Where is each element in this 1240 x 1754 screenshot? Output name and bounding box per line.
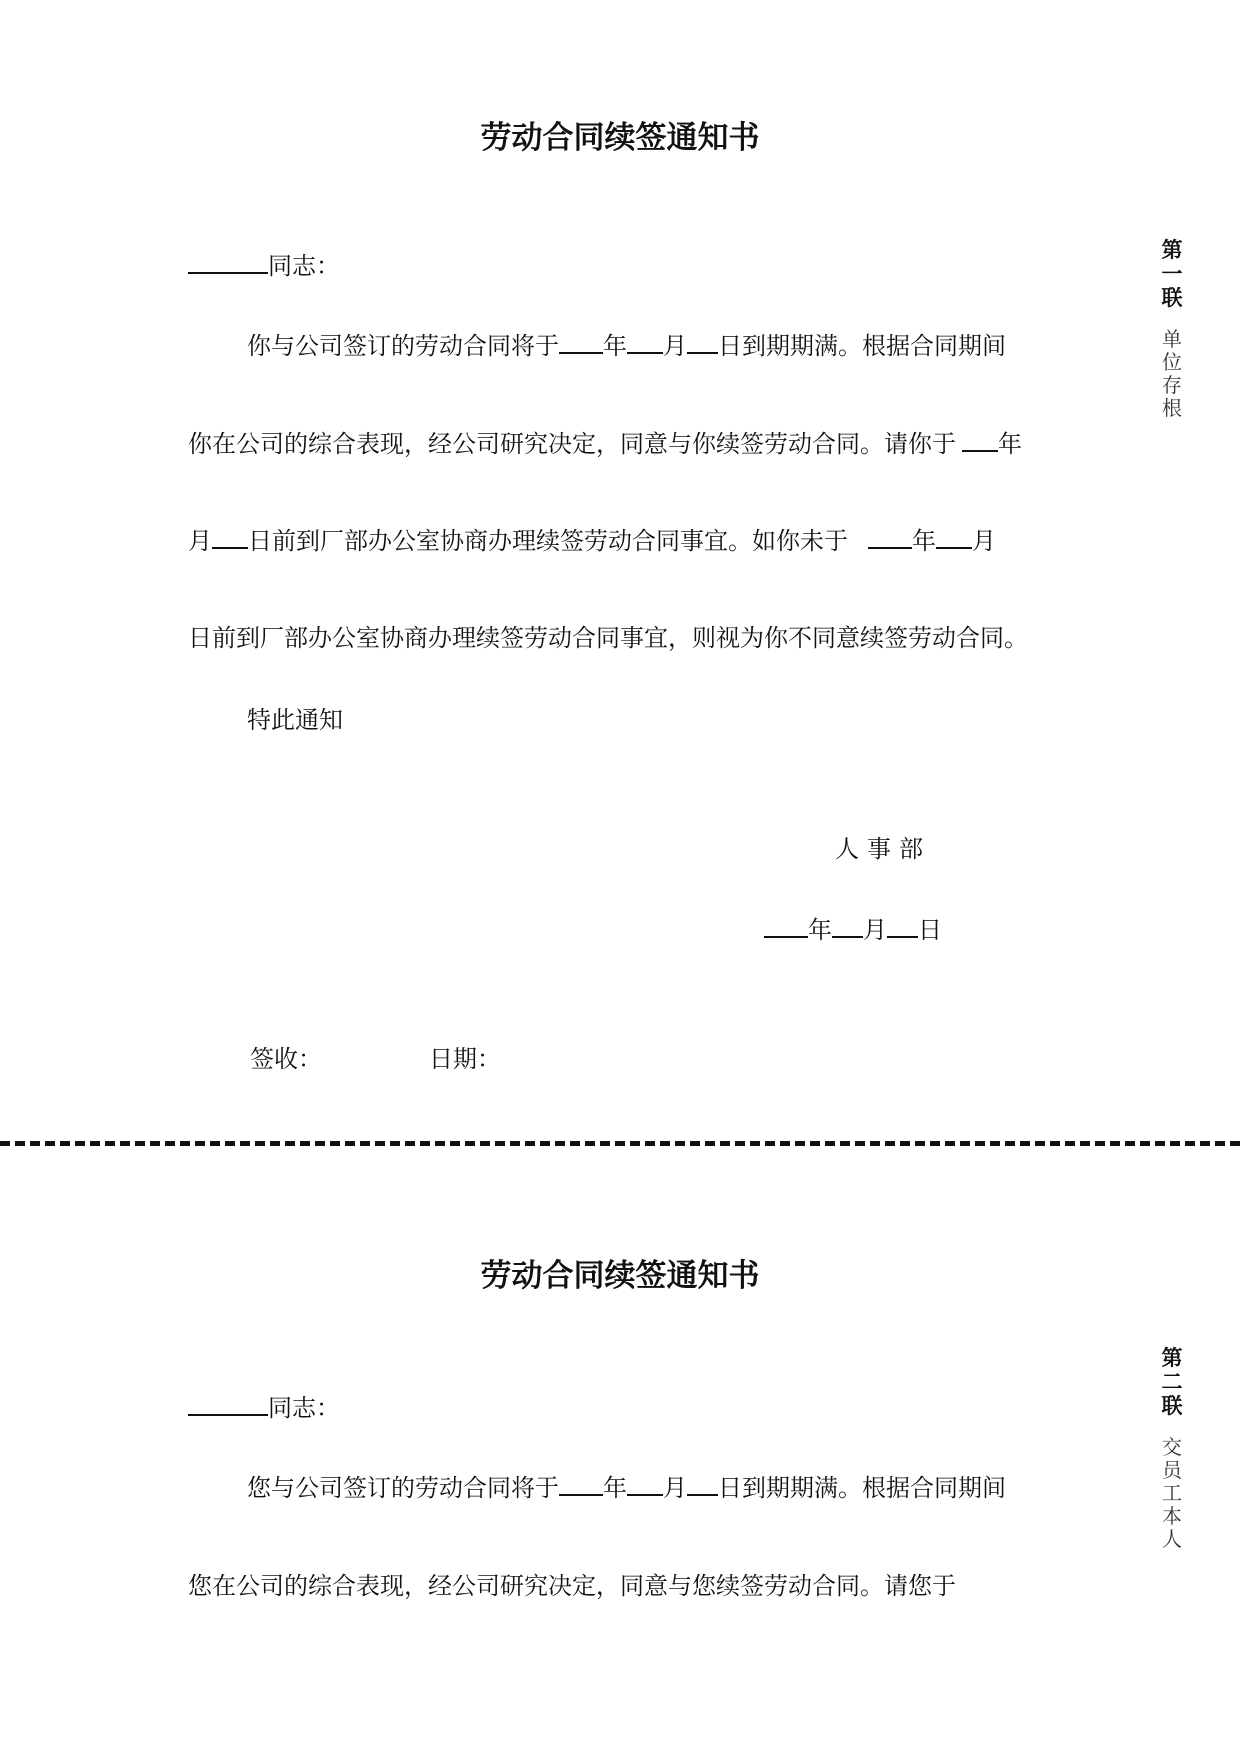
paragraph-line-1: 您与公司签订的劳动合同将于 年 月 日到期期满。根据合同期间	[247, 1468, 1006, 1503]
year-blank	[559, 1469, 603, 1496]
notice-title-1: 劳动合同续签通知书	[480, 120, 760, 156]
day-blank	[687, 1469, 718, 1496]
signature-date: 年 月 日	[764, 910, 942, 945]
closing-text: 特此通知	[247, 706, 343, 734]
day-blank	[887, 911, 918, 938]
year-blank	[764, 911, 808, 938]
salutation-1: 同志：	[188, 246, 340, 281]
year-blank	[868, 522, 912, 549]
month-blank	[627, 1469, 663, 1496]
paragraph-line-2: 您在公司的综合表现，经公司研究决定，同意与您续签劳动合同。请您于	[188, 1572, 956, 1600]
copy-label-1: 第 一 联 单 位 存 根	[1161, 237, 1183, 421]
paragraph-line-2: 你在公司的综合表现，经公司研究决定，同意与你续签劳动合同。请你于 年	[188, 424, 1022, 459]
year-blank	[962, 425, 998, 452]
month-blank	[936, 522, 972, 549]
month-blank	[832, 911, 863, 938]
month-blank	[627, 327, 663, 354]
copy-label-2: 第 二 联 交 员 工 本 人	[1161, 1345, 1183, 1552]
day-blank	[212, 522, 248, 549]
year-blank	[559, 327, 603, 354]
paragraph-line-3: 月 日前到厂部办公室协商办理续签劳动合同事宜。如你未于 年 月	[188, 521, 996, 556]
salutation-2: 同志：	[188, 1388, 340, 1423]
paragraph-line-1: 你与公司签订的劳动合同将于 年 月 日到期期满。根据合同期间	[247, 326, 1006, 361]
cut-line	[0, 1141, 1240, 1146]
name-blank	[188, 247, 268, 274]
paragraph-line-4: 日前到厂部办公室协商办理续签劳动合同事宜，则视为你不同意续签劳动合同。	[188, 624, 1028, 652]
notice-title-2: 劳动合同续签通知书	[480, 1258, 760, 1294]
date-label: 日期：	[429, 1045, 501, 1073]
sign-label: 签收：	[250, 1045, 322, 1073]
hr-department: 人事部	[835, 835, 931, 863]
day-blank	[687, 327, 718, 354]
name-blank	[188, 1389, 268, 1416]
